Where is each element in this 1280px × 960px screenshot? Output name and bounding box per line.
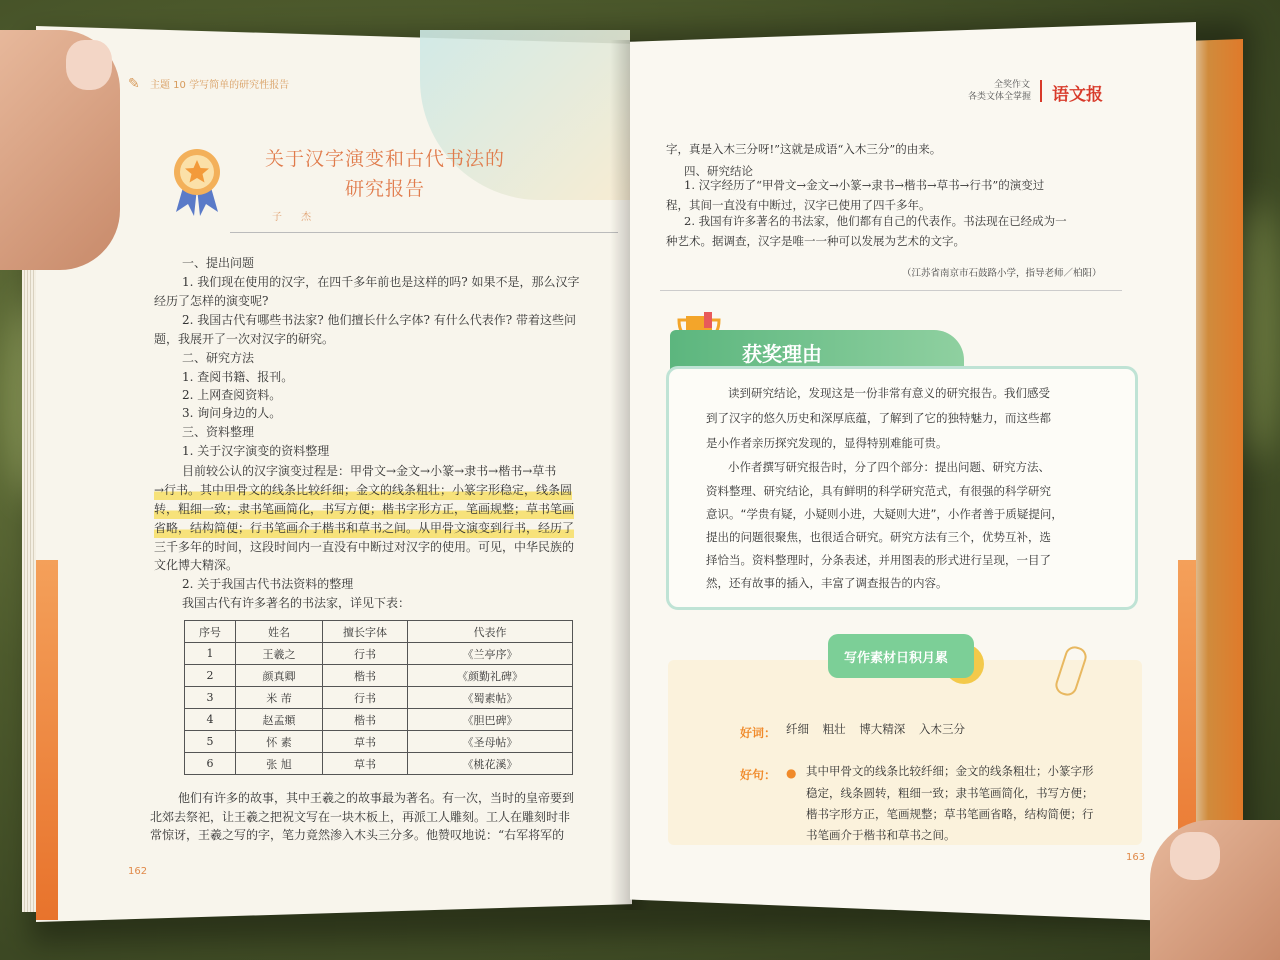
- thumbnail: [66, 40, 112, 90]
- publisher-logo: 语文报: [1052, 85, 1103, 105]
- table-cell: 6: [185, 753, 236, 775]
- good-words: 纤细 粗壮 博大精深 入木三分: [786, 722, 965, 736]
- table-cell: 行书: [323, 687, 408, 709]
- body-line: 1. 查阅书籍、报刊。: [182, 370, 294, 384]
- table-row: [185, 687, 573, 709]
- award-ribbon-icon: [170, 146, 224, 216]
- table-cell: 颜真卿: [236, 665, 323, 687]
- good-sentence-line: 稳定，线条圆转，粗细一致；隶书笔画简化，书写方便；: [806, 786, 1094, 800]
- body-line: 题，我展开了一次对汉字的研究。: [154, 332, 335, 346]
- divider-line: [660, 290, 1122, 291]
- pencil-icon: ✎: [128, 76, 140, 92]
- header-divider: [1040, 80, 1042, 102]
- award-line: 资料整理、研究结论，具有鲜明的科学研究范式，有很强的科学研究: [706, 484, 1051, 498]
- award-line: 读到研究结论，发现这是一份非常有意义的研究报告。我们感受: [728, 386, 1050, 400]
- highlighted-line: 省略，结构简便；行书笔画介于楷书和草书之间。从甲骨文演变到行书，经历了: [154, 519, 574, 538]
- table-cell: 3: [185, 687, 236, 709]
- award-line: 意识。“学贵有疑，小疑则小进，大疑则大进”，小作者善于质疑提问，: [706, 507, 1063, 521]
- body-line: 文化博大精深。: [154, 558, 239, 572]
- table-header: 序号: [185, 621, 236, 643]
- page-color-strip: [36, 560, 58, 920]
- body-line: 2. 我国古代有哪些书法家? 他们擅长什么字体? 有什么代表作? 带着这些问: [182, 313, 577, 327]
- calligrapher-table: [184, 620, 573, 775]
- bullet-icon: ●: [786, 766, 797, 780]
- table-cell: 《兰亭序》: [408, 643, 573, 665]
- body-line: 2. 我国有许多著名的书法家，他们都有自己的代表作。书法现在已经成为一: [684, 214, 1067, 228]
- body-line: 他们有许多的故事，其中王羲之的故事最为著名。有一次，当时的皇帝要到: [178, 791, 575, 805]
- body-line: 北郊去祭祀，让王羲之把祝文写在一块木板上，再派工人雕刻。工人在雕刻时非: [150, 810, 571, 824]
- table-row: [185, 643, 573, 665]
- table-row: [185, 753, 573, 775]
- thumbnail: [1170, 832, 1220, 880]
- table-cell: 赵孟頫: [236, 709, 323, 731]
- body-line: 2. 上网查阅资料。: [182, 388, 282, 402]
- table-header-row: [185, 621, 573, 643]
- body-line: 我国古代有许多著名的书法家，详见下表：: [182, 596, 411, 610]
- author-name: 子 杰: [272, 212, 320, 223]
- material-banner: [828, 634, 974, 678]
- table-cell: 《桃花溪》: [408, 753, 573, 775]
- body-line: 常惊讶，王羲之写的字，笔力竟然渗入木头三分多。他赞叹地说：“右军将军的: [150, 828, 565, 842]
- award-line: 然，还有故事的插入，丰富了调查报告的内容。: [706, 576, 948, 590]
- section-heading: 二、研究方法: [182, 351, 255, 365]
- table-header: 姓名: [236, 621, 323, 643]
- page-number: 163: [1126, 852, 1146, 863]
- table-cell: 米 芾: [236, 687, 323, 709]
- table-header: 擅长字体: [323, 621, 408, 643]
- award-line: 提出的问题很聚焦，也很适合研究。研究方法有三个，优势互补，选: [706, 530, 1051, 544]
- body-line: 1. 关于汉字演变的资料整理: [182, 444, 330, 458]
- highlighted-line: 转，粗细一致；隶书笔画简化，书写方便；楷书字形方正，笔画规整；草书笔画: [154, 500, 574, 519]
- title-underline: [230, 232, 618, 233]
- table-header: 代表作: [408, 621, 573, 643]
- good-sentence-line: 楷书字形方正，笔画规整；草书笔画省略，结构简便；行: [806, 807, 1094, 821]
- table-cell: 王羲之: [236, 643, 323, 665]
- table-cell: 草书: [323, 753, 408, 775]
- body-line: 3. 询问身边的人。: [182, 406, 282, 420]
- award-line: 是小作者亲历探究发现的，显得特别难能可贵。: [706, 436, 948, 450]
- section-heading: 一、提出问题: [182, 256, 255, 270]
- good-sentence-line: 书笔画介于楷书和草书之间。: [806, 828, 956, 842]
- table-cell: 《胆巴碑》: [408, 709, 573, 731]
- body-line: 三千多年的时间，这段时间内一直没有中断过对汉字的使用。可见，中华民族的: [154, 540, 575, 554]
- body-line: 2. 关于我国古代书法资料的整理: [182, 577, 354, 591]
- table-cell: 《颜勤礼碑》: [408, 665, 573, 687]
- table-cell: 张 旭: [236, 753, 323, 775]
- award-line: 择恰当。资料整理时，分条表述，并用图表的形式进行呈现，一目了: [706, 553, 1051, 567]
- table-row: [185, 665, 573, 687]
- table-cell: 行书: [323, 643, 408, 665]
- award-line: 到了汉字的悠久历史和深厚底蕴，了解到了它的独特魅力，而这些都: [706, 411, 1051, 425]
- page-header: 主题 10 学写简单的研究性报告: [150, 80, 290, 91]
- table-cell: 1: [185, 643, 236, 665]
- award-reason-title: 获奖理由: [742, 342, 822, 366]
- table-row: [185, 731, 573, 753]
- highlighted-line: →行书。其中甲骨文的线条比较纤细；金文的线条粗壮；小篆字形稳定，线条圆: [154, 481, 572, 500]
- body-line: 字，真是入木三分呀!”这就是成语“入木三分”的由来。: [666, 142, 942, 156]
- section-heading: 三、资料整理: [182, 425, 255, 439]
- report-title-line2: 研究报告: [344, 178, 425, 200]
- award-line: 小作者撰写研究报告时，分了四个部分：提出问题、研究方法、: [728, 460, 1050, 474]
- table-cell: 楷书: [323, 709, 408, 731]
- table-cell: 《蜀素帖》: [408, 687, 573, 709]
- table-cell: 怀 素: [236, 731, 323, 753]
- table-cell: 4: [185, 709, 236, 731]
- body-line: 经历了怎样的演变呢?: [154, 294, 269, 308]
- body-line: 1. 我们现在使用的汉字，在四千多年前也是这样的吗? 如果不是，那么汉字: [182, 275, 580, 289]
- body-line: 1. 汉字经历了“甲骨文→金文→小篆→隶书→楷书→草书→行书”的演变过: [684, 178, 1045, 192]
- body-line: 程，其间一直没有中断过，汉字已使用了四千多年。: [666, 198, 931, 212]
- school-credit: （江苏省南京市石鼓路小学，指导老师／柏阳）: [902, 268, 1102, 279]
- table-row: [185, 709, 573, 731]
- table-cell: 《圣母帖》: [408, 731, 573, 753]
- good-words-label: 好词：: [740, 726, 777, 740]
- series-header: 全奖作文: [994, 80, 1031, 90]
- good-sentences-label: 好句：: [740, 768, 777, 782]
- section-heading: 四、研究结论: [684, 164, 753, 178]
- report-title: 关于汉字演变和古代书法的: [264, 148, 505, 170]
- body-line: 种艺术。据调查，汉字是唯一一种可以发展为艺术的文字。: [666, 234, 965, 248]
- body-line: 目前较公认的汉字演变过程是：甲骨文→金文→小篆→隶书→楷书→草书: [182, 464, 557, 478]
- table-cell: 楷书: [323, 665, 408, 687]
- table-cell: 草书: [323, 731, 408, 753]
- series-header: 各类文体全掌握: [968, 92, 1032, 102]
- material-title: 写作素材日积月累: [844, 651, 949, 666]
- page-number: 162: [128, 866, 148, 877]
- table-cell: 5: [185, 731, 236, 753]
- table-cell: 2: [185, 665, 236, 687]
- good-sentence-line: 其中甲骨文的线条比较纤细；金文的线条粗壮；小篆字形: [806, 764, 1094, 778]
